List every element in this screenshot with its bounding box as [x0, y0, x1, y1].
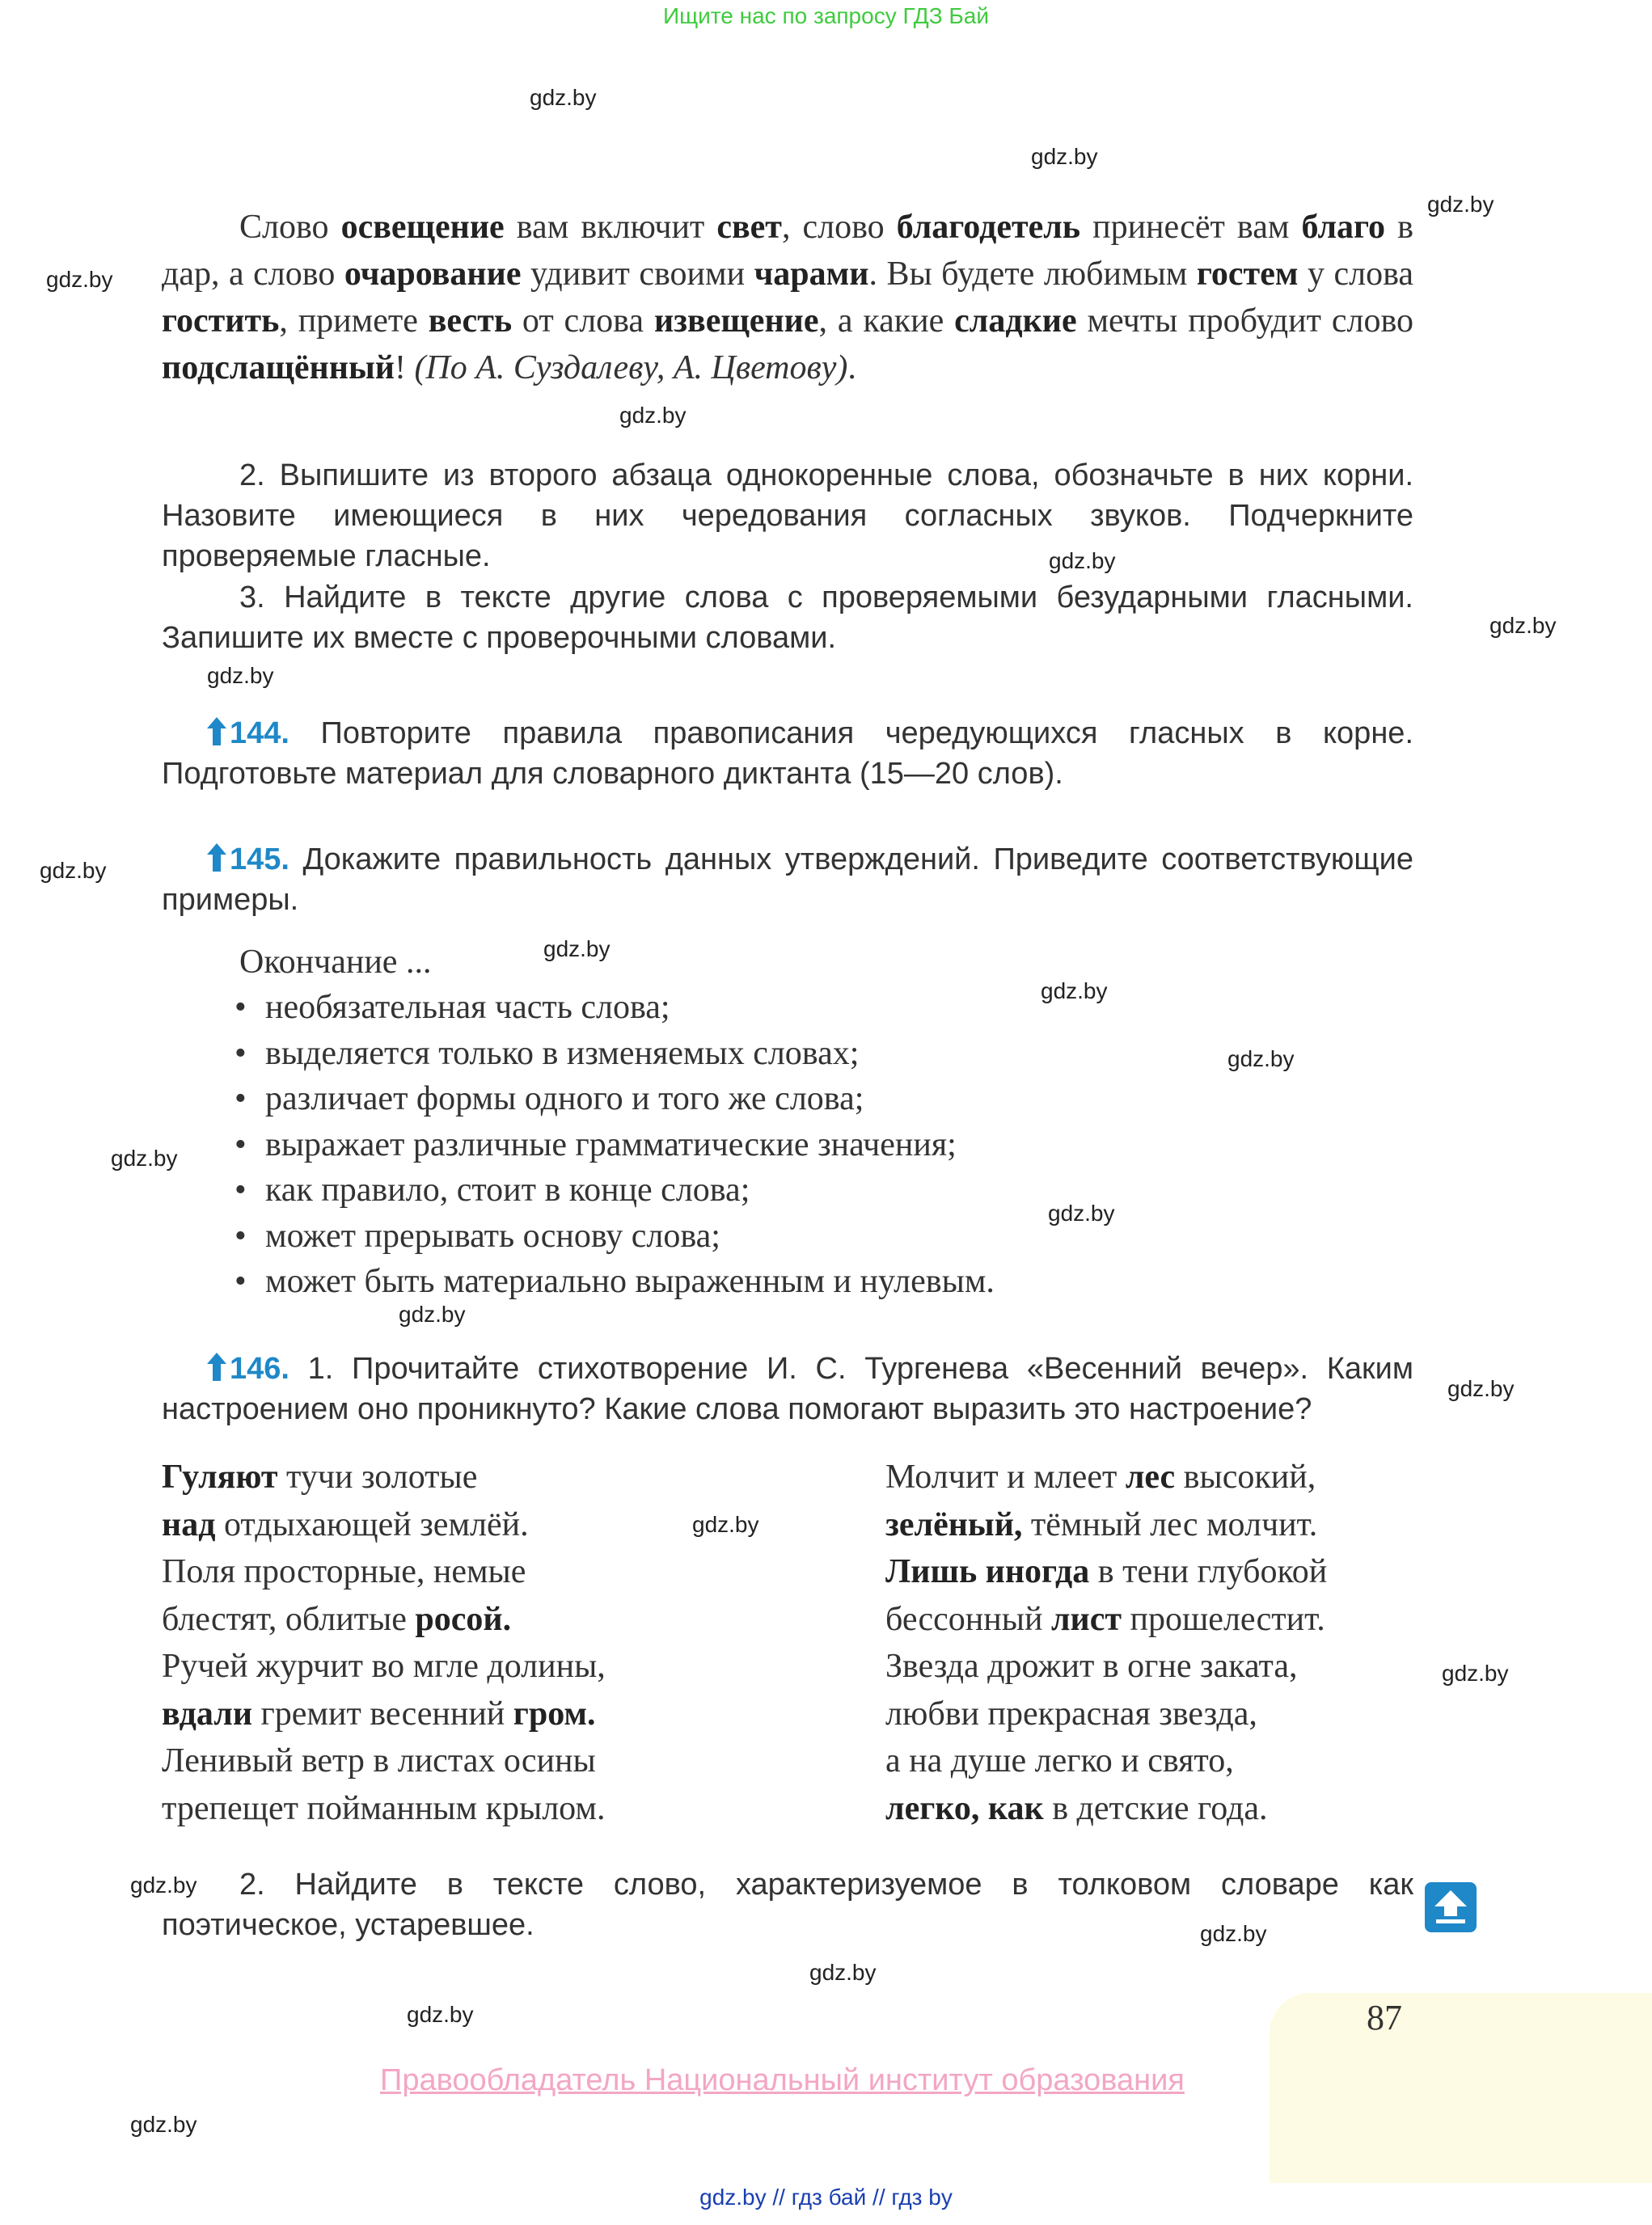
task-146-question-2: 2. Найдите в тексте слово, характеризуемое в толковом словаре как поэтическое, устаревшее.: [162, 1868, 1413, 1942]
watermark: gdz.by: [40, 858, 107, 883]
poem-line: трепещет пойманным крылом.: [162, 1789, 606, 1827]
task-143-question-2: 2. Выпишите из второго абзаца однокоренные слова, обозначьте в них корни. Назовите имеющиеся в них чередования согласных звуков. Подчеркните проверяемые гласные.: [162, 458, 1413, 573]
watermark: gdz.by: [1227, 1046, 1295, 1071]
task-number: 145.: [230, 842, 289, 876]
poem-line: Поля просторные, немые: [162, 1553, 526, 1590]
poem-line: вдали гремит весенний гром.: [162, 1695, 596, 1733]
watermark: gdz.by: [1200, 1921, 1267, 1946]
poem-right-column: [885, 1454, 1327, 1832]
watermark: gdz.by: [1427, 192, 1494, 217]
watermark: gdz.by: [399, 1302, 466, 1327]
arrow-up-icon: [1425, 1882, 1477, 1932]
watermark: gdz.by: [407, 2002, 474, 2027]
list-item: • может быть материально выраженным и нулевым.: [234, 1259, 995, 1305]
watermark: gdz.by: [1049, 548, 1116, 573]
page-number: 87: [1367, 1998, 1402, 2037]
arrow-up-icon: [207, 843, 226, 872]
watermark: gdz.by: [1442, 1661, 1509, 1686]
poem-line: зелёный, тёмный лес молчит.: [885, 1505, 1318, 1543]
list-item: • как правило, стоит в конце слова;: [234, 1167, 995, 1214]
watermark: gdz.by: [692, 1512, 759, 1537]
watermark: gdz.by: [1048, 1201, 1115, 1226]
poem-line: Ручей журчит во мгле долины,: [162, 1648, 606, 1685]
top-banner[interactable]: Ищите нас по запросу ГДЗ Бай: [662, 3, 990, 28]
arrow-up-icon: [207, 717, 226, 746]
task-number: 144.: [230, 716, 289, 750]
watermark: gdz.by: [46, 267, 113, 292]
poem-left-column: [162, 1454, 606, 1832]
watermark: gdz.by: [543, 936, 611, 961]
poem-line: Гуляют тучи золотые: [162, 1459, 478, 1496]
list-lead: Окончание ...: [239, 944, 432, 981]
task-145: 145. Докажите правильность данных утверждений. Приведите соответствующие примеры.: [162, 842, 1413, 917]
list-item: • выделяется только в изменяемых словах;: [234, 1031, 995, 1077]
poem-line: любви прекрасная звезда,: [885, 1695, 1257, 1733]
watermark: gdz.by: [1031, 144, 1098, 169]
task-144: 144. Повторите правила правописания чередующихся гласных в корне. Подготовьте материал для словарного диктанта (15—20 слов).: [162, 716, 1413, 791]
watermark: gdz.by: [130, 2112, 197, 2137]
task-number: 146.: [230, 1352, 289, 1386]
task-143-question-3: 3. Найдите в тексте другие слова с проверяемыми безударными гласными. Запишите их вместе с проверочными словами.: [162, 581, 1413, 655]
arrow-up-box-icon[interactable]: [1425, 1882, 1477, 1932]
poem-line: легко, как в детские года.: [885, 1789, 1268, 1827]
watermark: gdz.by: [1041, 978, 1108, 1003]
poem-line: Лишь иногда в тени глубокой: [885, 1553, 1328, 1590]
poem-line: Молчит и млеет лес высокий,: [885, 1459, 1316, 1496]
list-item: • выражает различные грамматические значения;: [234, 1122, 995, 1168]
list-item: • необязательная часть слова;: [234, 985, 995, 1031]
watermark: gdz.by: [530, 85, 597, 110]
poem-line: а на душе легко и свято,: [885, 1742, 1234, 1780]
poem-line: Ленивый ветр в листах осины: [162, 1742, 596, 1780]
watermark: gdz.by: [207, 663, 274, 688]
poem-line: блестят, облитые росой.: [162, 1600, 512, 1638]
text-paragraph: Слово освещение вам включит свет, слово благодетель принесёт вам благо в дар, а слово очарование удивит своими чарами. Вы будете любимым гостем у слова гостить, примете весть от слова извещение, а какие сладкие мечты пробудит слово подслащённый! (По А. Суздалеву, А. Цветову).: [162, 209, 1413, 386]
list-item: • различает формы одного и того же слова;: [234, 1076, 995, 1122]
list-item: • может прерывать основу слова;: [234, 1214, 995, 1260]
watermark: gdz.by: [1489, 613, 1557, 638]
statements-list: [234, 985, 995, 1305]
arrow-up-icon: [207, 1353, 226, 1382]
watermark: gdz.by: [1447, 1376, 1515, 1401]
watermark: gdz.by: [130, 1872, 197, 1898]
watermark: gdz.by: [111, 1146, 178, 1171]
watermark: gdz.by: [809, 1960, 877, 1985]
page-number-box: [1270, 1993, 1652, 2183]
task-146: 146. 1. Прочитайте стихотворение И. С. Тургенева «Весенний вечер». Каким настроением оно проникнуто? Какие слова помогают выразить это настроение?: [162, 1352, 1413, 1426]
poem-line: бессонный лист прошелестит.: [885, 1600, 1325, 1638]
poem-line: Звезда дрожит в огне заката,: [885, 1648, 1298, 1685]
poem-line: над отдыхающей землёй.: [162, 1505, 529, 1543]
watermark: gdz.by: [619, 403, 687, 428]
bottom-links[interactable]: gdz.by // гдз бай // гдз by: [699, 2185, 953, 2210]
copyright-owner-link[interactable]: Правообладатель Национальный институт образования: [380, 2063, 1185, 2097]
